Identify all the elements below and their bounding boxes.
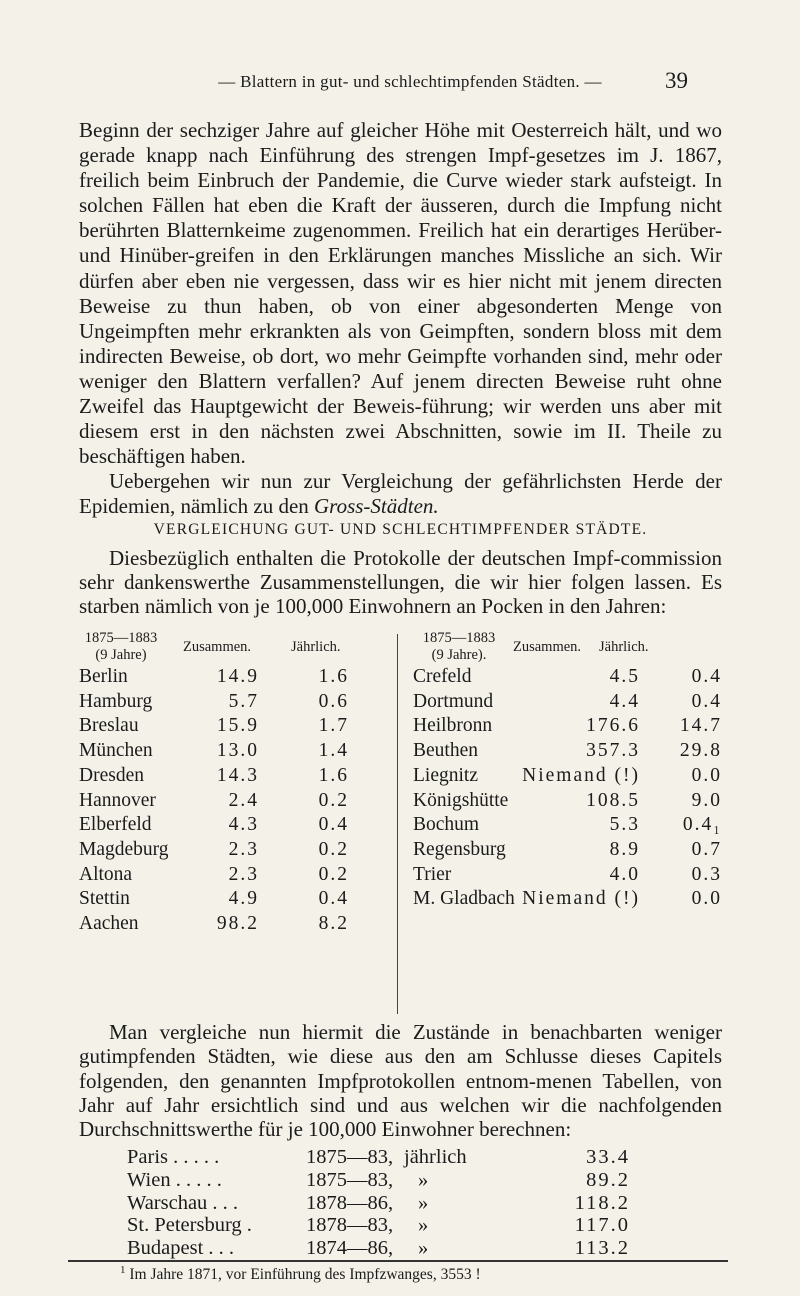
average-value: 89.2 xyxy=(586,1168,630,1191)
city-name: Stettin xyxy=(79,888,130,910)
average-label: » xyxy=(418,1191,429,1214)
right_table-row xyxy=(413,691,722,715)
city-name: Altona xyxy=(79,863,133,885)
right_table-row xyxy=(413,666,722,690)
city-name: Beuthen xyxy=(413,740,478,762)
running-head: — Blattern in gut- und schlechtimpfenden Städten. — xyxy=(218,72,602,91)
left-header-years: (9 Jahre) xyxy=(95,647,147,663)
average-label: jährlich xyxy=(404,1146,467,1168)
city-name: Hannover xyxy=(79,789,156,811)
average-value: 118.2 xyxy=(574,1191,630,1214)
intro-text: Diesbezüglich enthalten die Protokolle der deutschen Impf-commission sehr dankenswerthe Zusammenstellungen, die wir hier folgen lassen. Es starben nämlich von je 100,000 Einwohnern an Pocken in den Jahren: xyxy=(79,546,722,618)
left_table-row xyxy=(79,765,389,789)
average-row xyxy=(79,1237,722,1260)
section-title: VERGLEICHUNG GUT- UND SCHLECHTIMPFENDER STÄDTE. xyxy=(153,521,648,538)
annual-deaths: 1.4 xyxy=(318,740,349,762)
city-name: Dortmund xyxy=(413,690,494,712)
annual-deaths: 9.0 xyxy=(691,789,722,811)
annual-deaths: 0.2 xyxy=(318,863,349,885)
annual-deaths: 0.3 xyxy=(691,863,722,885)
total-deaths: 2.4 xyxy=(228,789,259,811)
annual-deaths: 0.4₁ xyxy=(682,814,722,836)
city-name: Bochum xyxy=(413,814,480,836)
right_table-row xyxy=(413,864,722,888)
right_table-row xyxy=(413,790,722,814)
total-deaths: 4.3 xyxy=(228,814,259,836)
city-name: München xyxy=(79,740,153,762)
average-city: Warschau . . . xyxy=(127,1191,239,1214)
average-row xyxy=(79,1169,722,1192)
page-number: 39 xyxy=(665,68,688,93)
city-name: M. Gladbach xyxy=(413,888,515,910)
closing-paragraph xyxy=(79,1020,722,1141)
right-header-period: 1875—1883 xyxy=(422,630,496,646)
average-city: Paris . . . . . xyxy=(127,1146,220,1168)
left_table-row xyxy=(79,839,389,863)
annual-deaths: 0.4 xyxy=(691,690,722,712)
right-header-annual: Jährlich. xyxy=(599,639,649,655)
footnote-rule xyxy=(68,1260,728,1262)
city-name: Aachen xyxy=(79,913,139,934)
left_table-row xyxy=(79,740,389,764)
average-row xyxy=(79,1146,722,1169)
annual-deaths: 1.6 xyxy=(318,666,349,687)
city-name: Trier xyxy=(413,863,452,885)
total-deaths: 4.5 xyxy=(609,666,640,687)
total-deaths: 357.3 xyxy=(586,740,640,762)
right_table-row xyxy=(413,888,722,912)
average-city: Wien . . . . . xyxy=(127,1168,222,1191)
intro-paragraph xyxy=(79,546,722,618)
annual-deaths: 0.0 xyxy=(691,764,722,786)
paragraph-2 xyxy=(79,469,722,519)
annual-deaths: 8.2 xyxy=(318,913,349,934)
left-header-period-cell xyxy=(71,630,171,664)
total-deaths: 2.3 xyxy=(228,838,259,860)
total-deaths: Niemand (!) xyxy=(522,888,640,910)
paragraph-2-text: Uebergehen wir nun zur Vergleichung der gefährlichsten Herde der Epidemien, nämlich zu den xyxy=(79,469,722,519)
city-name: Liegnitz xyxy=(413,764,478,786)
annual-deaths: 1.7 xyxy=(318,715,349,737)
annual-deaths: 0.2 xyxy=(318,789,349,811)
footnote-marker: 1 xyxy=(120,1264,126,1276)
average-value: 117.0 xyxy=(574,1214,630,1237)
right_table-row xyxy=(413,740,722,764)
right-header-years: (9 Jahre). xyxy=(431,647,487,663)
column-divider xyxy=(397,634,398,1014)
average-period: 1878—86, xyxy=(306,1191,394,1214)
average-period: 1875—83, xyxy=(306,1168,394,1191)
annual-deaths: 0.4 xyxy=(691,666,722,687)
city-name: Berlin xyxy=(79,666,128,687)
average-label: » xyxy=(418,1237,429,1260)
annual-deaths: 1.6 xyxy=(318,764,349,786)
right_table-row xyxy=(413,839,722,863)
left_table-row xyxy=(79,913,389,937)
left_table-row xyxy=(79,691,389,715)
city-name: Hamburg xyxy=(79,690,153,712)
right-header-period-cell xyxy=(409,630,509,664)
left_table-row xyxy=(79,814,389,838)
annual-deaths: 0.4 xyxy=(318,814,349,836)
average-row xyxy=(79,1214,722,1237)
right_table-row xyxy=(413,765,722,789)
left-header-annual: Jährlich. xyxy=(291,639,341,655)
city-name: Dresden xyxy=(79,764,144,786)
left_table-row xyxy=(79,864,389,888)
annual-deaths: 0.2 xyxy=(318,838,349,860)
total-deaths: Niemand (!) xyxy=(522,764,640,786)
annual-deaths: 0.0 xyxy=(691,888,722,910)
total-deaths: 4.9 xyxy=(228,888,259,910)
annual-deaths: 14.7 xyxy=(679,715,722,737)
average-label: » xyxy=(418,1168,429,1191)
left_table-row xyxy=(79,790,389,814)
average-city: St. Petersburg . xyxy=(127,1214,252,1237)
average-row xyxy=(79,1192,722,1215)
average-period: 1874—86, xyxy=(306,1237,394,1260)
right_table-row xyxy=(413,814,722,838)
emphasis-gross-staedte: Gross-Städten. xyxy=(314,494,439,519)
annual-deaths: 0.6 xyxy=(318,690,349,712)
total-deaths: 2.3 xyxy=(228,863,259,885)
mortality-tables xyxy=(79,630,722,1025)
average-value: 33.4 xyxy=(586,1146,630,1168)
left-header-total: Zusammen. xyxy=(183,639,252,655)
city-name: Heilbronn xyxy=(413,715,493,737)
total-deaths: 15.9 xyxy=(216,715,259,737)
average-period: 1878—83, xyxy=(306,1214,394,1237)
total-deaths: 5.7 xyxy=(228,690,259,712)
total-deaths: 8.9 xyxy=(609,838,640,860)
body-paragraphs xyxy=(79,118,722,520)
total-deaths: 13.0 xyxy=(216,740,259,762)
paragraph-1: Beginn der sechziger Jahre auf gleicher Höhe mit Oesterreich hält, und wo gerade knapp nach Einführung des strengen Impf-gesetzes im J. 1867, freilich beim Einbruch der Pandemie, die Curve wieder stark aufsteigt. In solchen Fällen hat eben die Kraft der äusseren, durch die Impfung nicht berührten Blatternkeime zugenommen. Freilich hat ein derartiges Herüber- und Hinüber-greifen in den Erklärungen manches Missliche an sich. Wir dürfen aber eben nie vergessen, dass wir es hier nicht mit jenem directen Beweise zu thun haben, ob von einer abgesonderten Menge von Ungeimpften mehr erkrankten als von Geimpften, sondern bloss mit dem indirecten Beweise, ob dort, wo mehr Geimpfte vorhanden sind, mehr oder weniger den Blattern verfallen? Auf jenem directen Beweise ruht ohne Zweifel das Hauptgewicht der Beweis-führung; wir werden uns aber mit diesem erst in den nächsten zwei Abschnitten, sowie im II. Theile zu beschäftigen haben. xyxy=(79,118,722,469)
total-deaths: 5.3 xyxy=(609,814,640,836)
total-deaths: 108.5 xyxy=(586,789,640,811)
left_table-row xyxy=(79,888,389,912)
total-deaths: 4.0 xyxy=(609,863,640,885)
footnote-text: Im Jahre 1871, vor Einführung des Impfzwanges, 3553 ! xyxy=(125,1266,481,1284)
right-header-total: Zusammen. xyxy=(513,639,582,655)
left_table-row xyxy=(79,715,389,739)
city-name: Regensburg xyxy=(413,838,506,860)
footnote xyxy=(120,1264,481,1284)
left-header-period: 1875—1883 xyxy=(84,630,158,646)
annual-deaths: 0.4 xyxy=(318,888,349,910)
city-name: Elberfeld xyxy=(79,814,152,836)
city-name: Breslau xyxy=(79,715,139,737)
average-period: 1875—83, xyxy=(306,1146,394,1168)
closing-text: Man vergleiche nun hiermit die Zustände in benachbarten weniger gutimpfenden Städten, wie diese aus den am Schlusse dieses Capitels folgenden, den genannten Impfprotokollen entnom-menen Tabellen, von Jahr auf Jahr ersichtlich sind und aus welchen wir die nachfolgenden Durchschnittswerthe für je 100,000 Einwohner berechnen: xyxy=(79,1020,722,1142)
average-value: 113.2 xyxy=(574,1237,630,1260)
right_table-row xyxy=(413,715,722,739)
total-deaths: 14.3 xyxy=(216,764,259,786)
annual-deaths: 0.7 xyxy=(691,838,722,860)
total-deaths: 176.6 xyxy=(586,715,640,737)
annual-deaths: 29.8 xyxy=(679,740,722,762)
city-name: Crefeld xyxy=(413,666,472,687)
total-deaths: 98.2 xyxy=(216,913,259,934)
city-name: Magdeburg xyxy=(79,838,169,860)
left_table-row xyxy=(79,666,389,690)
average-label: » xyxy=(418,1214,429,1237)
total-deaths: 4.4 xyxy=(609,690,640,712)
total-deaths: 14.9 xyxy=(216,666,259,687)
average-city: Budapest . . . xyxy=(127,1237,235,1260)
city-name: Königshütte xyxy=(413,789,509,811)
